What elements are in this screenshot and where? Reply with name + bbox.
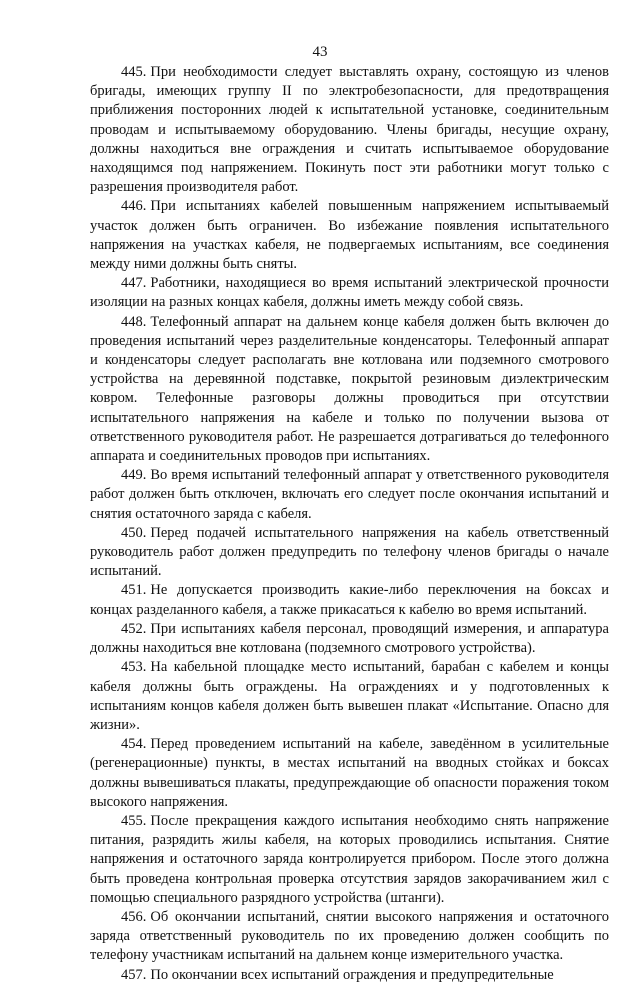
- paragraph-450: [90, 524, 609, 582]
- paragraph-text: На кабельной площадке место испытаний, барабан с кабелем и концы кабеля должны быть ограждены. На ограждениях и у подготовленных к испытаниям концов кабеля должен быть вывешен плакат «Испытание. Опасно для жизни».: [90, 659, 609, 733]
- paragraph-number: 450.: [121, 524, 147, 541]
- paragraph-text: Работники, находящиеся во время испытаний электрической прочности изоляции на разных концах кабеля, должны иметь между собой связь.: [90, 275, 609, 311]
- page-number: 43: [312, 44, 328, 60]
- paragraph-text: Во время испытаний телефонный аппарат у ответственного руководителя работ должен быть отключен, включать его следует после окончания испытаний и снятия остаточного заряда с кабеля.: [90, 467, 609, 522]
- paragraph-number: 457.: [121, 966, 147, 983]
- paragraph-text: Телефонный аппарат на дальнем конце кабеля должен быть включен до проведения испытаний через разделительные конденсаторы. Телефонный аппарат и конденсаторы следует располагать вне котлована или подземного смотрового устройства на деревянной подставке, покрытой резиновым диэлектрическим ковром. Телефонные разговоры должны проводиться при отсутствии испытательного напряжения на кабеле и только по получении вызова от ответственного руководителя работ. Не разрешается дотрагиваться до телефонного аппарата и соединительных проводов при испытаниях.: [90, 313, 609, 465]
- paragraph-455: [90, 812, 609, 908]
- paragraph-text: Перед проведением испытаний на кабеле, заведённом в усилительные (регенерационные) пункты, в местах испытаний на вводных стойках и боксах должны вывешиваться плакаты, предупреждающие об опасности поражения током высокого напряжения.: [90, 736, 609, 810]
- paragraph-text: Не допускается производить какие-либо переключения на боксах и концах разделанного кабеля, а также прикасаться к кабелю во время испытаний.: [90, 582, 609, 618]
- paragraph-text: При испытаниях кабелей повышенным напряжением испытываемый участок должен быть ограничен. Во избежание появления испытательного напряжения на участках кабеля, не подвергаемых испытаниям, все соединения между ними должны быть сняты.: [90, 198, 609, 273]
- paragraph-452: [90, 620, 609, 658]
- paragraph-454: [90, 735, 609, 812]
- paragraph-text: По окончании всех испытаний ограждения и предупредительные: [150, 966, 554, 983]
- paragraph-number: 447.: [121, 275, 147, 292]
- paragraph-456: [90, 908, 609, 966]
- paragraph-number: 446.: [121, 198, 147, 215]
- paragraph-451: [90, 581, 609, 619]
- paragraph-457: [90, 966, 609, 985]
- paragraph-text: При испытаниях кабеля персонал, проводящий измерения, и аппаратура должны находиться вне котлована (подземного смотрового устройства).: [90, 620, 609, 657]
- paragraph-text: Перед подачей испытательного напряжения на кабель ответственный руководитель работ должен предупредить по телефону членов бригады о начале испытаний.: [90, 524, 609, 580]
- paragraph-445: [90, 63, 609, 197]
- paragraph-number: 448.: [121, 313, 147, 330]
- paragraph-number: 451.: [121, 582, 147, 599]
- document-body: [90, 63, 609, 985]
- paragraph-number: 449.: [121, 467, 147, 484]
- paragraph-453: [90, 658, 609, 735]
- paragraph-text: Об окончании испытаний, снятии высокого напряжения и остаточного заряда ответственный руководитель по их проведению должен сообщить по телефону участникам испытаний на дальнем конце измерительного участка.: [90, 908, 609, 964]
- paragraph-number: 454.: [121, 736, 147, 753]
- paragraph-447: [90, 274, 609, 312]
- paragraph-number: 452.: [121, 620, 147, 637]
- paragraph-number: 455.: [121, 812, 147, 829]
- paragraph-449: [90, 466, 609, 524]
- paragraph-number: 445.: [121, 64, 147, 80]
- paragraph-number: 453.: [121, 659, 147, 676]
- paragraph-text: После прекращения каждого испытания необходимо снять напряжение питания, разрядить жилы кабеля, на которых проводились испытания. Снятие напряжения и остаточного заряда контролируется прибором. После этого должна быть проведена контрольная проверка отсутствия зарядов закорачиванием жил с помощью специального разрядного устройства (штанги).: [90, 812, 609, 906]
- paragraph-number: 456.: [121, 908, 147, 925]
- paragraph-446: [90, 197, 609, 274]
- paragraph-text: При необходимости следует выставлять охрану, состоящую из членов бригады, имеющих группу II по электробезопасности, для предотвращения приближения посторонних людей к испытательной установке, соединительным проводам и испытываемому оборудованию. Члены бригады, несущие охрану, должны находиться вне ограждения и считать испытываемое оборудование находящимся под напряжением. Покинуть пост эти работники могут только с разрешения производителя работ.: [90, 64, 609, 196]
- paragraph-448: [90, 313, 609, 467]
